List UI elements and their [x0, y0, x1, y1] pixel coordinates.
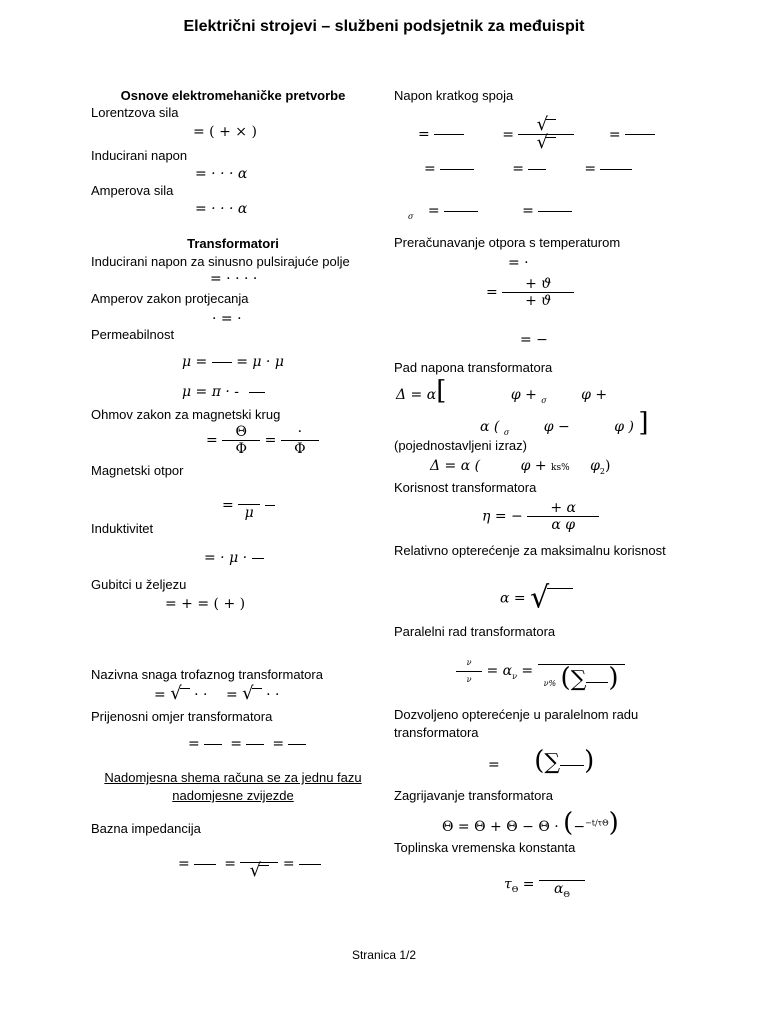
label-permeabilnost: Permeabilnost — [91, 327, 175, 342]
label-napon-ks: Napon kratkog spoja — [394, 88, 514, 103]
formula-permeabilnost-2 — [182, 383, 265, 401]
ohm-phi2: Φ — [294, 441, 306, 457]
perm1-left: μ = — [182, 354, 208, 370]
label-dozvoljeno: Dozvoljeno opterećenje u paralelnom radu transformatora — [394, 707, 639, 740]
label-nazivna-snaga: Nazivna snaga trofaznog transformatora — [91, 667, 323, 682]
perm1-right: = μ · μ — [236, 354, 284, 370]
label-toplinska: Toplinska vremenska konstanta — [394, 840, 576, 855]
formula-pad-2: α ( $_\sigma$ φ − φ ) ] — [480, 408, 649, 438]
formula-relativno: α = √ — [500, 588, 573, 609]
formula-napon-ks-row3: $_\sigma$ = = — [408, 202, 576, 226]
formula-amperov-zakon: · = · — [212, 311, 242, 327]
formula-zagrijavanje: Θ = Θ + Θ − Θ · (−$^{-t/\tau\Theta}$) — [442, 808, 619, 838]
label-bazna: Bazna impedancija — [91, 821, 201, 836]
formula-temp-3: = − — [520, 332, 548, 348]
label-prijenosni: Prijenosni omjer transformatora — [91, 709, 273, 724]
formula-amperova: = · · · α — [195, 201, 248, 217]
note-nadomjesna: Nadomjesna shema računa se za jednu fazu nadomjesne zvijezde — [104, 770, 362, 803]
heading-transformatori: Transformatori — [187, 236, 279, 251]
formula-napon-ks-row1: = = $\frac{√}{√}$ = — [418, 117, 659, 152]
heading-osnove: Osnove elektromehaničke pretvorbe — [120, 88, 346, 103]
formula-paralelni: $\frac{\nu}{\nu}$ = $\alpha_\nu$ = ν% (∑ ) — [456, 650, 625, 692]
formula-lorentz: = ( + × ) — [193, 124, 257, 140]
formula-toplinska: $\tau_\Theta$ = $\alpha_\Theta$ — [504, 866, 585, 903]
label-preracunavanje: Preračunavanje otpora s temperaturom — [394, 235, 621, 250]
label-amperova: Amperova sila — [91, 183, 174, 198]
formula-induktivitet: = · μ · — [204, 549, 264, 567]
label-paralelni: Paralelni rad transformatora — [394, 624, 556, 639]
label-inducirani-sin: Inducirani napon za sinusno pulsirajuće polje — [91, 254, 350, 269]
mag-otpor-mu: μ — [244, 505, 254, 521]
label-zagrijavanje: Zagrijavanje transformatora — [394, 788, 553, 803]
formula-gubitci: = + = ( + ) — [165, 596, 246, 612]
ohm-phi1: Φ — [235, 441, 247, 457]
formula-inducirani-sin: = · · · · — [210, 271, 258, 287]
formula-prijenosni: = = = — [188, 735, 310, 753]
page-title: Električni strojevi – službeni podsjetnik za međuispit — [183, 18, 585, 35]
label-lorentz: Lorentzova sila — [91, 105, 179, 120]
formula-korisnost: η = − $\frac{+ \alpha}{\text{α φ}}$ — [482, 500, 599, 533]
perm1-fraction-line — [212, 362, 232, 363]
formula-pojednostavljeni: Δ = α ( φ + ks% $\varphi_2$) — [430, 458, 611, 476]
formula-temp-1: = · — [508, 255, 529, 271]
formula-temp-2: = $\frac{+ ϑ}{+ ϑ}$ — [486, 276, 574, 309]
formula-bazna: = = √ = — [178, 848, 325, 880]
formula-napon-ks-row2: = = = — [424, 160, 636, 178]
label-inducirani: Inducirani napon — [91, 148, 188, 163]
label-gubitci: Gubitci u željezu — [91, 577, 187, 592]
perm2-fraction-line — [249, 392, 265, 393]
label-amperov-zakon: Amperov zakon protjecanja — [91, 291, 249, 306]
label-pad-napona: Pad napona transformatora — [394, 360, 553, 375]
formula-ohmov: = $\frac{\Theta}{\Phi}$ = $\frac{\cdot}{\Phi}$ — [206, 424, 319, 457]
formula-inducirani: = · · · α — [195, 166, 248, 182]
label-korisnost: Korisnost transformatora — [394, 480, 537, 495]
formula-dozvoljeno: = (∑ ) — [488, 746, 595, 776]
ohm-theta: Θ — [222, 424, 260, 441]
label-relativno: Relativno opterećenje za maksimalnu korisnost — [394, 543, 666, 558]
label-magnetski-otpor: Magnetski otpor — [91, 463, 184, 478]
page-number: Stranica 1/2 — [351, 948, 417, 962]
formula-magnetski-otpor: = μ — [222, 490, 275, 521]
formula-pad-1: Δ = α[ φ + $_\sigma$ φ + — [396, 376, 608, 406]
label-pojednostavljeni: (pojednostavljeni izraz) — [394, 438, 527, 453]
ohm-dot: · — [281, 424, 319, 441]
label-induktivitet: Induktivitet — [91, 521, 154, 536]
formula-nazivna: = √ · · = √ · · — [154, 683, 280, 704]
label-ohmov: Ohmov zakon za magnetski krug — [91, 407, 281, 422]
perm2-text: μ = π · - — [182, 384, 240, 400]
formula-permeabilnost-1 — [182, 353, 284, 371]
